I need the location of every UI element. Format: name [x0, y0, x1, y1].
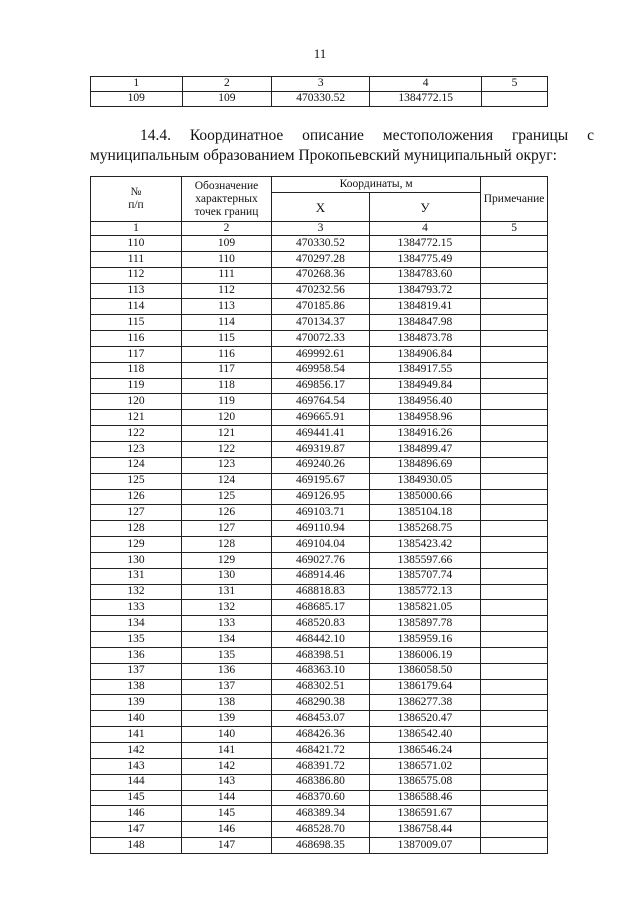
note-cell	[481, 489, 548, 505]
row-number-cell: 142	[91, 743, 182, 759]
header-row	[91, 177, 548, 193]
top-header-cell: 1	[91, 77, 183, 92]
numbering-cell: 5	[481, 222, 548, 236]
y-coordinate-cell: 1386179.64	[369, 679, 480, 695]
top-row-cell: 1384772.15	[370, 92, 482, 107]
row-number-cell: 145	[91, 790, 182, 806]
y-coordinate-cell: 1384958.96	[369, 410, 480, 426]
y-coordinate-cell: 1385268.75	[369, 521, 480, 537]
x-coordinate-cell: 468363.10	[272, 663, 370, 679]
table-row	[91, 315, 548, 331]
row-number-cell: 112	[91, 267, 182, 283]
x-coordinate-cell: 468398.51	[272, 647, 370, 663]
row-number-cell: 135	[91, 632, 182, 648]
y-coordinate-cell: 1387009.07	[369, 838, 480, 854]
x-coordinate-cell: 468685.17	[272, 600, 370, 616]
note-cell	[481, 552, 548, 568]
y-coordinate-cell: 1386591.67	[369, 806, 480, 822]
note-cell	[481, 394, 548, 410]
table-row	[91, 441, 548, 457]
y-coordinate-cell: 1384906.84	[369, 346, 480, 362]
table-row	[91, 283, 548, 299]
row-number-cell: 134	[91, 616, 182, 632]
top-row-cell	[482, 92, 548, 107]
row-number-cell: 124	[91, 457, 182, 473]
y-coordinate-cell: 1386542.40	[369, 727, 480, 743]
row-number-cell: 119	[91, 378, 182, 394]
heading-word: Координатное	[189, 127, 284, 144]
x-coordinate-cell: 468421.72	[272, 743, 370, 759]
point-designation-cell: 111	[181, 267, 271, 283]
x-coordinate-cell: 469856.17	[272, 378, 370, 394]
table-row	[91, 568, 548, 584]
x-coordinate-cell: 468389.34	[272, 806, 370, 822]
x-coordinate-cell: 469319.87	[272, 441, 370, 457]
y-coordinate-cell: 1384930.05	[369, 473, 480, 489]
note-cell	[481, 774, 548, 790]
x-coordinate-cell: 470268.36	[272, 267, 370, 283]
point-designation-cell: 109	[181, 236, 271, 252]
header-x: X	[272, 193, 370, 222]
point-designation-cell: 147	[181, 838, 271, 854]
y-coordinate-cell: 1386520.47	[369, 711, 480, 727]
point-designation-cell: 116	[181, 346, 271, 362]
point-designation-cell: 138	[181, 695, 271, 711]
x-coordinate-cell: 469110.94	[272, 521, 370, 537]
row-number-cell: 111	[91, 251, 182, 267]
row-number-cell: 133	[91, 600, 182, 616]
table-row	[91, 758, 548, 774]
row-number-cell: 117	[91, 346, 182, 362]
table-row	[91, 251, 548, 267]
x-coordinate-cell: 469103.71	[272, 505, 370, 521]
y-coordinate-cell: 1385423.42	[369, 537, 480, 553]
table-row	[91, 679, 548, 695]
row-number-cell: 146	[91, 806, 182, 822]
note-cell	[481, 362, 548, 378]
table-row	[91, 267, 548, 283]
note-cell	[481, 727, 548, 743]
header-designation: Обозначение характерных точек границ	[181, 177, 271, 222]
point-designation-cell: 126	[181, 505, 271, 521]
note-cell	[481, 346, 548, 362]
y-coordinate-cell: 1385897.78	[369, 616, 480, 632]
table-row	[91, 299, 548, 315]
row-number-cell: 140	[91, 711, 182, 727]
note-cell	[481, 806, 548, 822]
heading-word: границы	[511, 127, 569, 144]
x-coordinate-cell: 470232.56	[272, 283, 370, 299]
table-row	[91, 663, 548, 679]
note-cell	[481, 426, 548, 442]
x-coordinate-cell: 470134.37	[272, 315, 370, 331]
row-number-cell: 116	[91, 331, 182, 347]
y-coordinate-cell: 1386006.19	[369, 647, 480, 663]
x-coordinate-cell: 469195.67	[272, 473, 370, 489]
x-coordinate-cell: 468290.38	[272, 695, 370, 711]
point-designation-cell: 127	[181, 521, 271, 537]
note-cell	[481, 537, 548, 553]
x-coordinate-cell: 468386.80	[272, 774, 370, 790]
y-coordinate-cell: 1385959.16	[369, 632, 480, 648]
y-coordinate-cell: 1384819.41	[369, 299, 480, 315]
table-body	[91, 236, 548, 854]
row-number-cell: 143	[91, 758, 182, 774]
top-header-cell: 3	[272, 77, 370, 92]
table-row	[91, 473, 548, 489]
row-number-cell: 127	[91, 505, 182, 521]
y-coordinate-cell: 1386058.50	[369, 663, 480, 679]
point-designation-cell: 134	[181, 632, 271, 648]
table-row	[91, 489, 548, 505]
row-number-cell: 132	[91, 584, 182, 600]
point-designation-cell: 131	[181, 584, 271, 600]
point-designation-cell: 112	[181, 283, 271, 299]
x-coordinate-cell: 468302.51	[272, 679, 370, 695]
note-cell	[481, 758, 548, 774]
y-coordinate-cell: 1385104.18	[369, 505, 480, 521]
top-header-cell: 2	[182, 77, 272, 92]
header-y: У	[369, 193, 480, 222]
point-designation-cell: 115	[181, 331, 271, 347]
heading-line-2: муниципальным образованием Прокопьевский муниципальный округ:	[90, 147, 557, 164]
note-cell	[481, 647, 548, 663]
x-coordinate-cell: 470330.52	[272, 236, 370, 252]
y-coordinate-cell: 1384772.15	[369, 236, 480, 252]
point-designation-cell: 124	[181, 473, 271, 489]
x-coordinate-cell: 468442.10	[272, 632, 370, 648]
top-row-cell: 109	[91, 92, 183, 107]
table-row	[91, 711, 548, 727]
x-coordinate-cell: 468698.35	[272, 838, 370, 854]
row-number-cell: 129	[91, 537, 182, 553]
heading-line-1	[90, 126, 594, 146]
y-coordinate-cell: 1385821.05	[369, 600, 480, 616]
x-coordinate-cell: 469958.54	[272, 362, 370, 378]
y-coordinate-cell: 1384793.72	[369, 283, 480, 299]
point-designation-cell: 113	[181, 299, 271, 315]
table-row	[91, 632, 548, 648]
x-coordinate-cell: 468426.36	[272, 727, 370, 743]
top-table-header-row	[91, 77, 548, 92]
point-designation-cell: 122	[181, 441, 271, 457]
numbering-cell: 2	[181, 222, 271, 236]
note-cell	[481, 473, 548, 489]
row-number-cell: 126	[91, 489, 182, 505]
point-designation-cell: 125	[181, 489, 271, 505]
row-number-cell: 144	[91, 774, 182, 790]
x-coordinate-cell: 469104.04	[272, 537, 370, 553]
numbering-cell: 3	[272, 222, 370, 236]
point-designation-cell: 118	[181, 378, 271, 394]
table-row	[91, 743, 548, 759]
numbering-cell: 1	[91, 222, 182, 236]
y-coordinate-cell: 1384896.69	[369, 457, 480, 473]
x-coordinate-cell: 469441.41	[272, 426, 370, 442]
row-number-cell: 123	[91, 441, 182, 457]
x-coordinate-cell: 470185.86	[272, 299, 370, 315]
table-row	[91, 600, 548, 616]
point-designation-cell: 132	[181, 600, 271, 616]
row-number-cell: 114	[91, 299, 182, 315]
table-row	[91, 378, 548, 394]
note-cell	[481, 315, 548, 331]
row-number-cell: 147	[91, 822, 182, 838]
y-coordinate-cell: 1384775.49	[369, 251, 480, 267]
top-table-row	[91, 92, 548, 107]
table-row	[91, 584, 548, 600]
y-coordinate-cell: 1384873.78	[369, 331, 480, 347]
table-row	[91, 774, 548, 790]
x-coordinate-cell: 469665.91	[272, 410, 370, 426]
row-number-cell: 136	[91, 647, 182, 663]
note-cell	[481, 616, 548, 632]
page-number: 11	[313, 46, 327, 61]
numbering-cell: 4	[369, 222, 480, 236]
top-header-cell: 5	[482, 77, 548, 92]
note-cell	[481, 743, 548, 759]
y-coordinate-cell: 1384917.55	[369, 362, 480, 378]
row-number-cell: 115	[91, 315, 182, 331]
heading-word: описание	[302, 127, 364, 144]
row-number-cell: 118	[91, 362, 182, 378]
point-designation-cell: 120	[181, 410, 271, 426]
y-coordinate-cell: 1386277.38	[369, 695, 480, 711]
x-coordinate-cell: 468520.83	[272, 616, 370, 632]
x-coordinate-cell: 468528.70	[272, 822, 370, 838]
y-coordinate-cell: 1386575.08	[369, 774, 480, 790]
point-designation-cell: 129	[181, 552, 271, 568]
table-row	[91, 552, 548, 568]
table-row	[91, 727, 548, 743]
row-number-cell: 128	[91, 521, 182, 537]
note-cell	[481, 251, 548, 267]
point-designation-cell: 146	[181, 822, 271, 838]
table-row	[91, 616, 548, 632]
table-row	[91, 695, 548, 711]
point-designation-cell: 128	[181, 537, 271, 553]
note-cell	[481, 632, 548, 648]
note-cell	[481, 521, 548, 537]
point-designation-cell: 130	[181, 568, 271, 584]
note-cell	[481, 331, 548, 347]
note-cell	[481, 663, 548, 679]
note-cell	[481, 457, 548, 473]
y-coordinate-cell: 1384956.40	[369, 394, 480, 410]
x-coordinate-cell: 470297.28	[272, 251, 370, 267]
heading-word: 14.4.	[140, 127, 171, 144]
top-row-cell: 470330.52	[272, 92, 370, 107]
point-designation-cell: 141	[181, 743, 271, 759]
coordinates-table	[90, 176, 548, 854]
x-coordinate-cell: 469027.76	[272, 552, 370, 568]
row-number-cell: 113	[91, 283, 182, 299]
note-cell	[481, 838, 548, 854]
header-coordinates: Координаты, м	[272, 177, 481, 193]
y-coordinate-cell: 1384899.47	[369, 441, 480, 457]
y-coordinate-cell: 1385772.13	[369, 584, 480, 600]
note-cell	[481, 378, 548, 394]
note-cell	[481, 410, 548, 426]
table-row	[91, 236, 548, 252]
point-designation-cell: 114	[181, 315, 271, 331]
y-coordinate-cell: 1384916.26	[369, 426, 480, 442]
note-cell	[481, 679, 548, 695]
table-row	[91, 426, 548, 442]
y-coordinate-cell: 1386546.24	[369, 743, 480, 759]
top-header-cell: 4	[370, 77, 482, 92]
point-designation-cell: 142	[181, 758, 271, 774]
table-row	[91, 790, 548, 806]
row-number-cell: 148	[91, 838, 182, 854]
point-designation-cell: 123	[181, 457, 271, 473]
note-cell	[481, 441, 548, 457]
x-coordinate-cell: 470072.33	[272, 331, 370, 347]
row-number-cell: 110	[91, 236, 182, 252]
header-number: № п/п	[91, 177, 182, 222]
point-designation-cell: 119	[181, 394, 271, 410]
y-coordinate-cell: 1385597.66	[369, 552, 480, 568]
note-cell	[481, 822, 548, 838]
table-row	[91, 822, 548, 838]
x-coordinate-cell: 468391.72	[272, 758, 370, 774]
point-designation-cell: 137	[181, 679, 271, 695]
row-number-cell: 141	[91, 727, 182, 743]
row-number-cell: 122	[91, 426, 182, 442]
x-coordinate-cell: 468818.83	[272, 584, 370, 600]
row-number-cell: 125	[91, 473, 182, 489]
header-note: Примечание	[481, 177, 548, 222]
point-designation-cell: 133	[181, 616, 271, 632]
table-row	[91, 394, 548, 410]
x-coordinate-cell: 468914.46	[272, 568, 370, 584]
table-row	[91, 647, 548, 663]
table-row	[91, 457, 548, 473]
point-designation-cell: 110	[181, 251, 271, 267]
point-designation-cell: 121	[181, 426, 271, 442]
table-row	[91, 505, 548, 521]
previous-table-continuation	[90, 76, 548, 107]
heading-word: с	[587, 127, 594, 144]
point-designation-cell: 144	[181, 790, 271, 806]
x-coordinate-cell: 469992.61	[272, 346, 370, 362]
numbering-row	[91, 222, 548, 236]
note-cell	[481, 236, 548, 252]
y-coordinate-cell: 1384847.98	[369, 315, 480, 331]
section-heading	[90, 126, 594, 166]
row-number-cell: 138	[91, 679, 182, 695]
note-cell	[481, 584, 548, 600]
y-coordinate-cell: 1385000.66	[369, 489, 480, 505]
note-cell	[481, 600, 548, 616]
row-number-cell: 121	[91, 410, 182, 426]
table-row	[91, 838, 548, 854]
point-designation-cell: 117	[181, 362, 271, 378]
row-number-cell: 120	[91, 394, 182, 410]
y-coordinate-cell: 1384949.84	[369, 378, 480, 394]
heading-word: местоположения	[382, 127, 494, 144]
table-row	[91, 362, 548, 378]
table-row	[91, 806, 548, 822]
point-designation-cell: 135	[181, 647, 271, 663]
note-cell	[481, 283, 548, 299]
y-coordinate-cell: 1384783.60	[369, 267, 480, 283]
note-cell	[481, 711, 548, 727]
y-coordinate-cell: 1386571.02	[369, 758, 480, 774]
point-designation-cell: 140	[181, 727, 271, 743]
point-designation-cell: 145	[181, 806, 271, 822]
table-row	[91, 346, 548, 362]
table-row	[91, 521, 548, 537]
row-number-cell: 130	[91, 552, 182, 568]
note-cell	[481, 299, 548, 315]
x-coordinate-cell: 469126.95	[272, 489, 370, 505]
point-designation-cell: 139	[181, 711, 271, 727]
note-cell	[481, 568, 548, 584]
point-designation-cell: 143	[181, 774, 271, 790]
x-coordinate-cell: 468453.07	[272, 711, 370, 727]
x-coordinate-cell: 469764.54	[272, 394, 370, 410]
note-cell	[481, 790, 548, 806]
row-number-cell: 139	[91, 695, 182, 711]
y-coordinate-cell: 1386758.44	[369, 822, 480, 838]
note-cell	[481, 267, 548, 283]
row-number-cell: 137	[91, 663, 182, 679]
point-designation-cell: 136	[181, 663, 271, 679]
table-row	[91, 410, 548, 426]
table-row	[91, 331, 548, 347]
y-coordinate-cell: 1386588.46	[369, 790, 480, 806]
y-coordinate-cell: 1385707.74	[369, 568, 480, 584]
note-cell	[481, 505, 548, 521]
note-cell	[481, 695, 548, 711]
table-row	[91, 537, 548, 553]
x-coordinate-cell: 469240.26	[272, 457, 370, 473]
x-coordinate-cell: 468370.60	[272, 790, 370, 806]
top-row-cell: 109	[182, 92, 272, 107]
row-number-cell: 131	[91, 568, 182, 584]
